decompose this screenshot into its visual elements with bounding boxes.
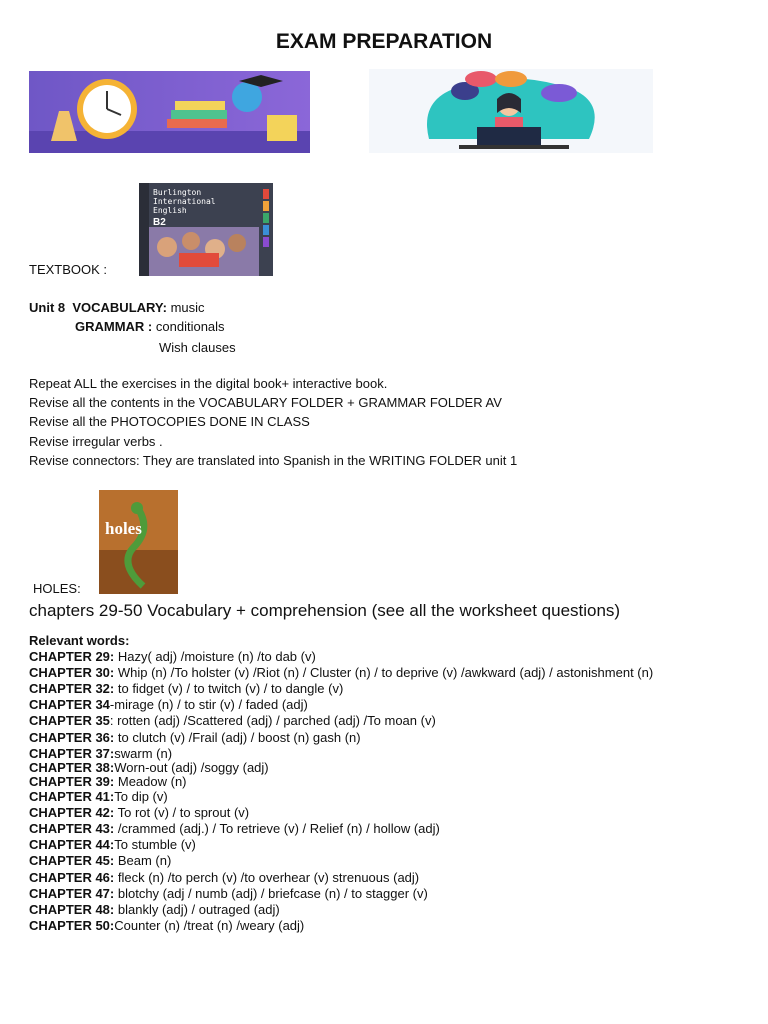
- chapter-words: fleck (n) /to perch (v) /to overhear (v) strenuous (adj): [114, 870, 420, 885]
- cover-word-2: International: [153, 197, 216, 206]
- chapter-number: CHAPTER 36:: [29, 730, 115, 745]
- chapter-words: to clutch (v) /Frail (adj) / boost (n) gash (n): [114, 730, 361, 745]
- chapter-row: [29, 681, 343, 696]
- page-title: EXAM PREPARATION: [275, 30, 493, 53]
- chapter-number: CHAPTER 48:: [29, 902, 115, 917]
- chapter-row: [29, 853, 171, 868]
- chapter-row: [29, 697, 308, 712]
- chapter-number: CHAPTER 50:: [29, 918, 115, 933]
- chapter-row: [29, 789, 168, 804]
- chapter-words: Worn-out (adj) /soggy (adj): [114, 760, 269, 775]
- chapter-number: CHAPTER 35: [29, 713, 110, 728]
- chapter-row: [29, 837, 196, 852]
- chapters-line: chapters 29-50 Vocabulary + comprehension (see all the worksheet questions): [29, 601, 621, 620]
- instruction-line: Revise connectors: They are translated into Spanish in the WRITING FOLDER unit 1: [29, 453, 518, 468]
- unit-label: Unit 8: [29, 300, 66, 315]
- chapter-number: CHAPTER 38:: [29, 760, 115, 775]
- holes-cover-image: [99, 490, 178, 594]
- chapter-number: CHAPTER 32:: [29, 681, 115, 696]
- chapter-row: [29, 805, 249, 820]
- chapter-words: To dip (v): [114, 789, 168, 804]
- chapter-row: [29, 649, 316, 664]
- chapter-number: CHAPTER 46:: [29, 870, 115, 885]
- chapter-words: Counter (n) /treat (n) /weary (adj): [114, 918, 305, 933]
- vocabulary-label: VOCABULARY:: [72, 300, 167, 315]
- chapter-number: CHAPTER 34: [29, 697, 110, 712]
- chapter-row: [29, 774, 187, 789]
- chapter-row: [29, 821, 440, 836]
- grammar-line: [75, 319, 225, 334]
- textbook-cover-image: [139, 183, 273, 276]
- relevant-words-label: Relevant words:: [29, 633, 130, 648]
- study-banner-image: [29, 71, 310, 153]
- instruction-line: Revise all the PHOTOCOPIES DONE IN CLASS: [29, 414, 310, 429]
- holes-cover-title: holes: [105, 519, 142, 538]
- chapter-number: CHAPTER 30:: [29, 665, 115, 680]
- chapter-number: CHAPTER 37:: [29, 746, 115, 761]
- chapter-row: [29, 918, 304, 933]
- chapter-number: CHAPTER 39:: [29, 774, 115, 789]
- textbook-label: TEXTBOOK :: [29, 262, 108, 277]
- student-laptop-image: [369, 69, 653, 153]
- chapter-row: [29, 886, 428, 901]
- chapter-words: blankly (adj) / outraged (adj): [114, 902, 280, 917]
- chapter-row: [29, 665, 653, 680]
- chapter-number: CHAPTER 41:: [29, 789, 115, 804]
- vocabulary-value: music: [170, 300, 205, 315]
- clock-books-icon: [29, 71, 310, 153]
- instruction-line: Repeat ALL the exercises in the digital book+ interactive book.: [29, 376, 388, 391]
- cover-word-1: Burlington: [153, 188, 202, 197]
- chapter-words: To rot (v) / to sprout (v): [114, 805, 250, 820]
- unit-line: [29, 300, 205, 315]
- chapter-words: swarm (n): [114, 746, 173, 761]
- chapter-row: [29, 713, 436, 728]
- chapter-number: CHAPTER 47:: [29, 886, 115, 901]
- chapter-words: Whip (n) /To holster (v) /Riot (n) / Cluster (n) / to deprive (v) /awkward (adj) / astonishment (n): [114, 665, 654, 680]
- chapter-row: [29, 870, 419, 885]
- chapter-words: Hazy( adj) /moisture (n) /to dab (v): [114, 649, 316, 664]
- book-cover-icon: [139, 183, 273, 276]
- chapter-words: blotchy (adj / numb (adj) / briefcase (n) / to stagger (v): [114, 886, 428, 901]
- chapter-number: CHAPTER 45:: [29, 853, 115, 868]
- cover-word-4: B2: [153, 217, 166, 228]
- chapter-words: to fidget (v) / to twitch (v) / to dangle (v): [114, 681, 344, 696]
- chapter-words: : rotten (adj) /Scattered (adj) / parched (adj) /To moan (v): [109, 713, 436, 728]
- chapter-number: CHAPTER 29:: [29, 649, 115, 664]
- chapter-number: CHAPTER 42:: [29, 805, 115, 820]
- instruction-line: Revise all the contents in the VOCABULARY FOLDER + GRAMMAR FOLDER AV: [29, 395, 502, 410]
- chapter-row: [29, 760, 269, 775]
- chapter-number: CHAPTER 43:: [29, 821, 115, 836]
- holes-label: HOLES:: [33, 581, 81, 596]
- chapter-words: To stumble (v): [114, 837, 196, 852]
- grammar-label: GRAMMAR :: [75, 319, 153, 334]
- chapter-row: [29, 730, 361, 745]
- chapter-row: [29, 902, 280, 917]
- chapter-words: Beam (n): [114, 853, 172, 868]
- chapter-words: Meadow (n): [114, 774, 187, 789]
- chapter-words: -mirage (n) / to stir (v) / faded (adj): [109, 697, 308, 712]
- chapter-words: /crammed (adj.) / To retrieve (v) / Relief (n) / hollow (adj): [114, 821, 440, 836]
- grammar-value: conditionals: [155, 319, 225, 334]
- student-icon: [369, 69, 653, 153]
- chapter-row: [29, 746, 172, 761]
- grammar-value-2: Wish clauses: [159, 340, 236, 355]
- instruction-line: Revise irregular verbs .: [29, 434, 163, 449]
- chapter-number: CHAPTER 44:: [29, 837, 115, 852]
- lizard-cover-icon: [99, 490, 178, 594]
- cover-word-3: English: [153, 206, 187, 215]
